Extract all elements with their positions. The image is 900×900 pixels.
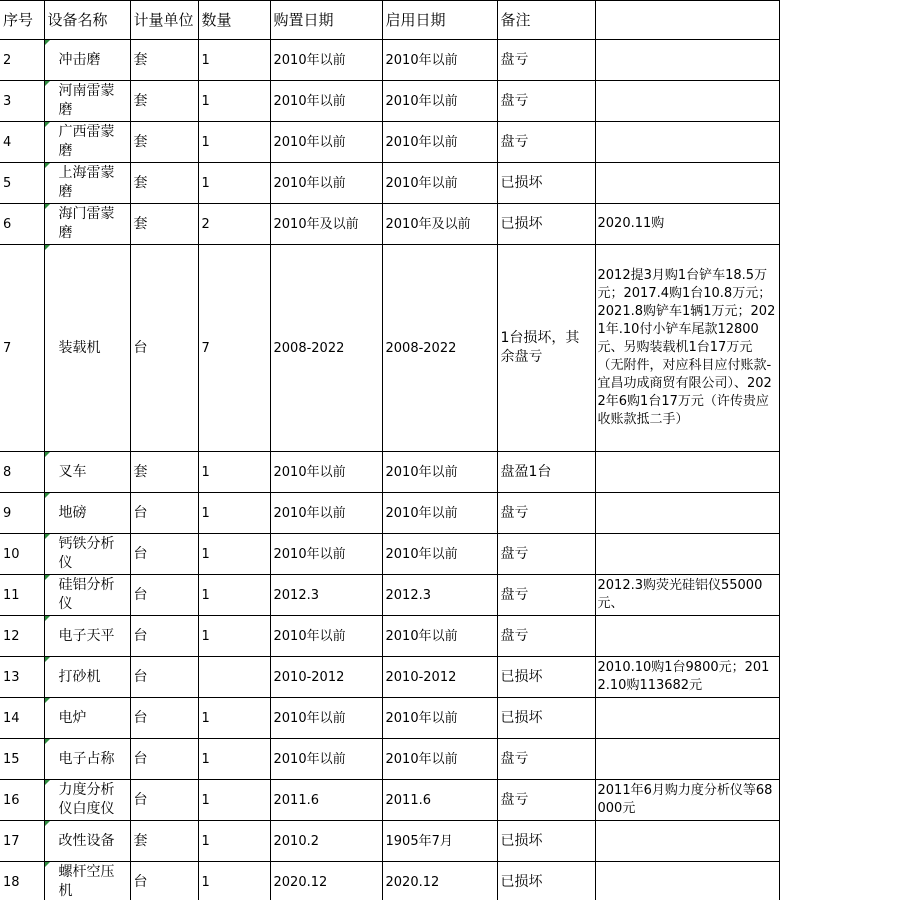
cell-status[interactable]: 盘亏 [497,616,595,657]
cell-purchase-date[interactable]: 2010年以前 [270,698,382,739]
cell-seq[interactable]: 17 [0,821,44,862]
cell-start-date[interactable]: 2010年以前 [382,163,497,204]
cell-status[interactable]: 盘亏 [497,81,595,122]
cell-note[interactable] [595,81,779,122]
header-name[interactable]: 设备名称 [44,1,130,40]
cell-seq[interactable]: 13 [0,657,44,698]
cell-note[interactable] [595,40,779,81]
cell-purchase-date[interactable]: 2010年以前 [270,493,382,534]
cell-purchase-date[interactable]: 2010-2012 [270,657,382,698]
cell-purchase-date[interactable]: 2010年以前 [270,81,382,122]
cell-purchase-date[interactable]: 2012.3 [270,575,382,616]
cell-status[interactable]: 已损坏 [497,821,595,862]
cell-note[interactable]: 2011年6月购力度分析仪等68000元 [595,780,779,821]
cell-purchase-date[interactable]: 2020.12 [270,862,382,900]
cell-qty[interactable]: 1 [198,616,270,657]
cell-status[interactable]: 盘亏 [497,40,595,81]
cell-note[interactable] [595,163,779,204]
cell-start-date[interactable]: 2010年以前 [382,493,497,534]
cell-equipment-name[interactable]: 螺杆空压机 [44,862,130,900]
table-row [0,245,779,452]
cell-note[interactable] [595,493,779,534]
cell-unit[interactable]: 台 [130,575,198,616]
cell-unit[interactable]: 台 [130,616,198,657]
header-remarks[interactable]: 备注 [497,1,595,40]
cell-qty[interactable] [198,657,270,698]
cell-qty[interactable]: 1 [198,163,270,204]
table-row [0,452,779,493]
cell-seq[interactable]: 15 [0,739,44,780]
cell-seq[interactable]: 2 [0,40,44,81]
cell-purchase-date[interactable]: 2010年及以前 [270,204,382,245]
cell-equipment-name[interactable]: 硅铝分析仪 [44,575,130,616]
cell-note[interactable] [595,616,779,657]
cell-start-date[interactable]: 2010年及以前 [382,204,497,245]
header-unit[interactable]: 计量单位 [130,1,198,40]
cell-equipment-name[interactable]: 改性设备 [44,821,130,862]
cell-unit[interactable]: 台 [130,534,198,575]
cell-equipment-name[interactable]: 打砂机 [44,657,130,698]
cell-purchase-date[interactable]: 2010年以前 [270,452,382,493]
cell-start-date[interactable]: 1905年7月 [382,821,497,862]
cell-equipment-name[interactable]: 力度分析仪白度仪 [44,780,130,821]
cell-qty[interactable]: 1 [198,40,270,81]
cell-qty[interactable]: 1 [198,698,270,739]
cell-qty[interactable]: 7 [198,245,270,452]
cell-purchase-date[interactable]: 2010.2 [270,821,382,862]
cell-seq[interactable]: 11 [0,575,44,616]
cell-start-date[interactable]: 2010年以前 [382,698,497,739]
cell-qty[interactable]: 1 [198,780,270,821]
header-empty-cell[interactable] [595,1,779,40]
header-purchase-date[interactable]: 购置日期 [270,1,382,40]
cell-equipment-name[interactable]: 广西雷蒙磨 [44,122,130,163]
table-row [0,122,779,163]
cell-start-date[interactable]: 2010年以前 [382,739,497,780]
cell-equipment-name[interactable]: 冲击磨 [44,40,130,81]
cell-note[interactable]: 2012提3月购1台铲车18.5万元；2017.4购1台10.8万元；2021.8购铲车1辆1万元；2021年.10付小铲车尾款12800元、另购装载机1台17万元（无附件，对应科目应付账款-宜昌功成商贸有限公司）、2022年6购1台17万元（许传贵应收账款抵二手） [595,245,779,452]
cell-unit[interactable]: 台 [130,780,198,821]
cell-status[interactable]: 已损坏 [497,657,595,698]
cell-purchase-date[interactable]: 2010年以前 [270,122,382,163]
cell-equipment-name[interactable]: 叉车 [44,452,130,493]
cell-seq[interactable]: 14 [0,698,44,739]
cell-status[interactable]: 已损坏 [497,163,595,204]
cell-seq[interactable]: 9 [0,493,44,534]
table-row [0,698,779,739]
cell-note[interactable] [595,452,779,493]
cell-start-date[interactable]: 2011.6 [382,780,497,821]
table-row [0,163,779,204]
table-row [0,575,779,616]
cell-status[interactable]: 盘亏 [497,739,595,780]
cell-unit[interactable]: 台 [130,862,198,900]
cell-equipment-name[interactable]: 电子占称 [44,739,130,780]
cell-note[interactable] [595,698,779,739]
cell-status[interactable]: 盘亏 [497,122,595,163]
cell-status[interactable]: 1台损坏，其余盘亏 [497,245,595,452]
cell-unit[interactable]: 套 [130,122,198,163]
cell-status[interactable]: 已损坏 [497,862,595,900]
cell-qty[interactable]: 1 [198,862,270,900]
cell-note[interactable] [595,122,779,163]
cell-equipment-name[interactable]: 电子天平 [44,616,130,657]
cell-status[interactable]: 已损坏 [497,698,595,739]
cell-status[interactable]: 盘亏 [497,493,595,534]
cell-start-date[interactable]: 2010年以前 [382,122,497,163]
cell-start-date[interactable]: 2010年以前 [382,452,497,493]
table-row [0,862,779,900]
cell-start-date[interactable]: 2012.3 [382,575,497,616]
cell-seq[interactable]: 7 [0,245,44,452]
cell-note[interactable]: 2012.3购荧光硅铝仪55000元、 [595,575,779,616]
cell-start-date[interactable]: 2010年以前 [382,616,497,657]
cell-start-date[interactable]: 2020.12 [382,862,497,900]
cell-purchase-date[interactable]: 2010年以前 [270,739,382,780]
table-row [0,81,779,122]
cell-purchase-date[interactable]: 2008-2022 [270,245,382,452]
cell-status[interactable]: 已损坏 [497,204,595,245]
cell-unit[interactable]: 套 [130,821,198,862]
cell-seq[interactable]: 4 [0,122,44,163]
cell-status[interactable]: 盘亏 [497,575,595,616]
cell-unit[interactable]: 台 [130,698,198,739]
cell-seq[interactable]: 10 [0,534,44,575]
header-qty[interactable]: 数量 [198,1,270,40]
cell-seq[interactable]: 8 [0,452,44,493]
cell-purchase-date[interactable]: 2010年以前 [270,534,382,575]
cell-seq[interactable]: 6 [0,204,44,245]
cell-purchase-date[interactable]: 2010年以前 [270,616,382,657]
table-row [0,616,779,657]
cell-equipment-name[interactable]: 河南雷蒙磨 [44,81,130,122]
cell-seq[interactable]: 3 [0,81,44,122]
cell-unit[interactable]: 台 [130,657,198,698]
cell-unit[interactable]: 套 [130,163,198,204]
cell-purchase-date[interactable]: 2011.6 [270,780,382,821]
table-row [0,739,779,780]
cell-start-date[interactable]: 2010年以前 [382,534,497,575]
cell-qty[interactable]: 1 [198,821,270,862]
cell-qty[interactable]: 1 [198,81,270,122]
cell-note[interactable] [595,821,779,862]
cell-unit[interactable]: 套 [130,81,198,122]
cell-start-date[interactable]: 2008-2022 [382,245,497,452]
header-row [0,1,779,40]
cell-unit[interactable]: 台 [130,493,198,534]
cell-start-date[interactable]: 2010年以前 [382,81,497,122]
cell-purchase-date[interactable]: 2010年以前 [270,40,382,81]
cell-seq[interactable]: 12 [0,616,44,657]
table-row [0,40,779,81]
cell-purchase-date[interactable]: 2010年以前 [270,163,382,204]
cell-start-date[interactable]: 2010-2012 [382,657,497,698]
cell-unit[interactable]: 套 [130,452,198,493]
cell-seq[interactable]: 16 [0,780,44,821]
header-start-date[interactable]: 启用日期 [382,1,497,40]
cell-note[interactable] [595,862,779,900]
cell-status[interactable]: 盘亏 [497,780,595,821]
cell-equipment-name[interactable]: 电炉 [44,698,130,739]
cell-qty[interactable]: 1 [198,575,270,616]
cell-start-date[interactable]: 2010年以前 [382,40,497,81]
cell-qty[interactable]: 2 [198,204,270,245]
cell-note[interactable] [595,534,779,575]
cell-qty[interactable]: 1 [198,122,270,163]
cell-qty[interactable]: 1 [198,493,270,534]
cell-note[interactable]: 2020.11购 [595,204,779,245]
cell-equipment-name[interactable]: 钙铁分析仪 [44,534,130,575]
table-row [0,204,779,245]
cell-status[interactable]: 盘盈1台 [497,452,595,493]
table-row [0,534,779,575]
cell-status[interactable]: 盘亏 [497,534,595,575]
cell-qty[interactable]: 1 [198,534,270,575]
cell-qty[interactable]: 1 [198,452,270,493]
table-row [0,657,779,698]
cell-note[interactable] [595,739,779,780]
header-seq[interactable]: 序号 [0,1,44,40]
table-row [0,821,779,862]
cell-unit[interactable]: 套 [130,204,198,245]
table-row [0,780,779,821]
cell-seq[interactable]: 18 [0,862,44,900]
cell-qty[interactable]: 1 [198,739,270,780]
cell-unit[interactable]: 套 [130,40,198,81]
cell-note[interactable]: 2010.10购1台9800元；2012.10购113682元 [595,657,779,698]
cell-equipment-name[interactable]: 海门雷蒙磨 [44,204,130,245]
cell-equipment-name[interactable]: 装载机 [44,245,130,452]
cell-unit[interactable]: 台 [130,739,198,780]
table-row [0,493,779,534]
cell-equipment-name[interactable]: 上海雷蒙磨 [44,163,130,204]
cell-equipment-name[interactable]: 地磅 [44,493,130,534]
cell-seq[interactable]: 5 [0,163,44,204]
cell-unit[interactable]: 台 [130,245,198,452]
